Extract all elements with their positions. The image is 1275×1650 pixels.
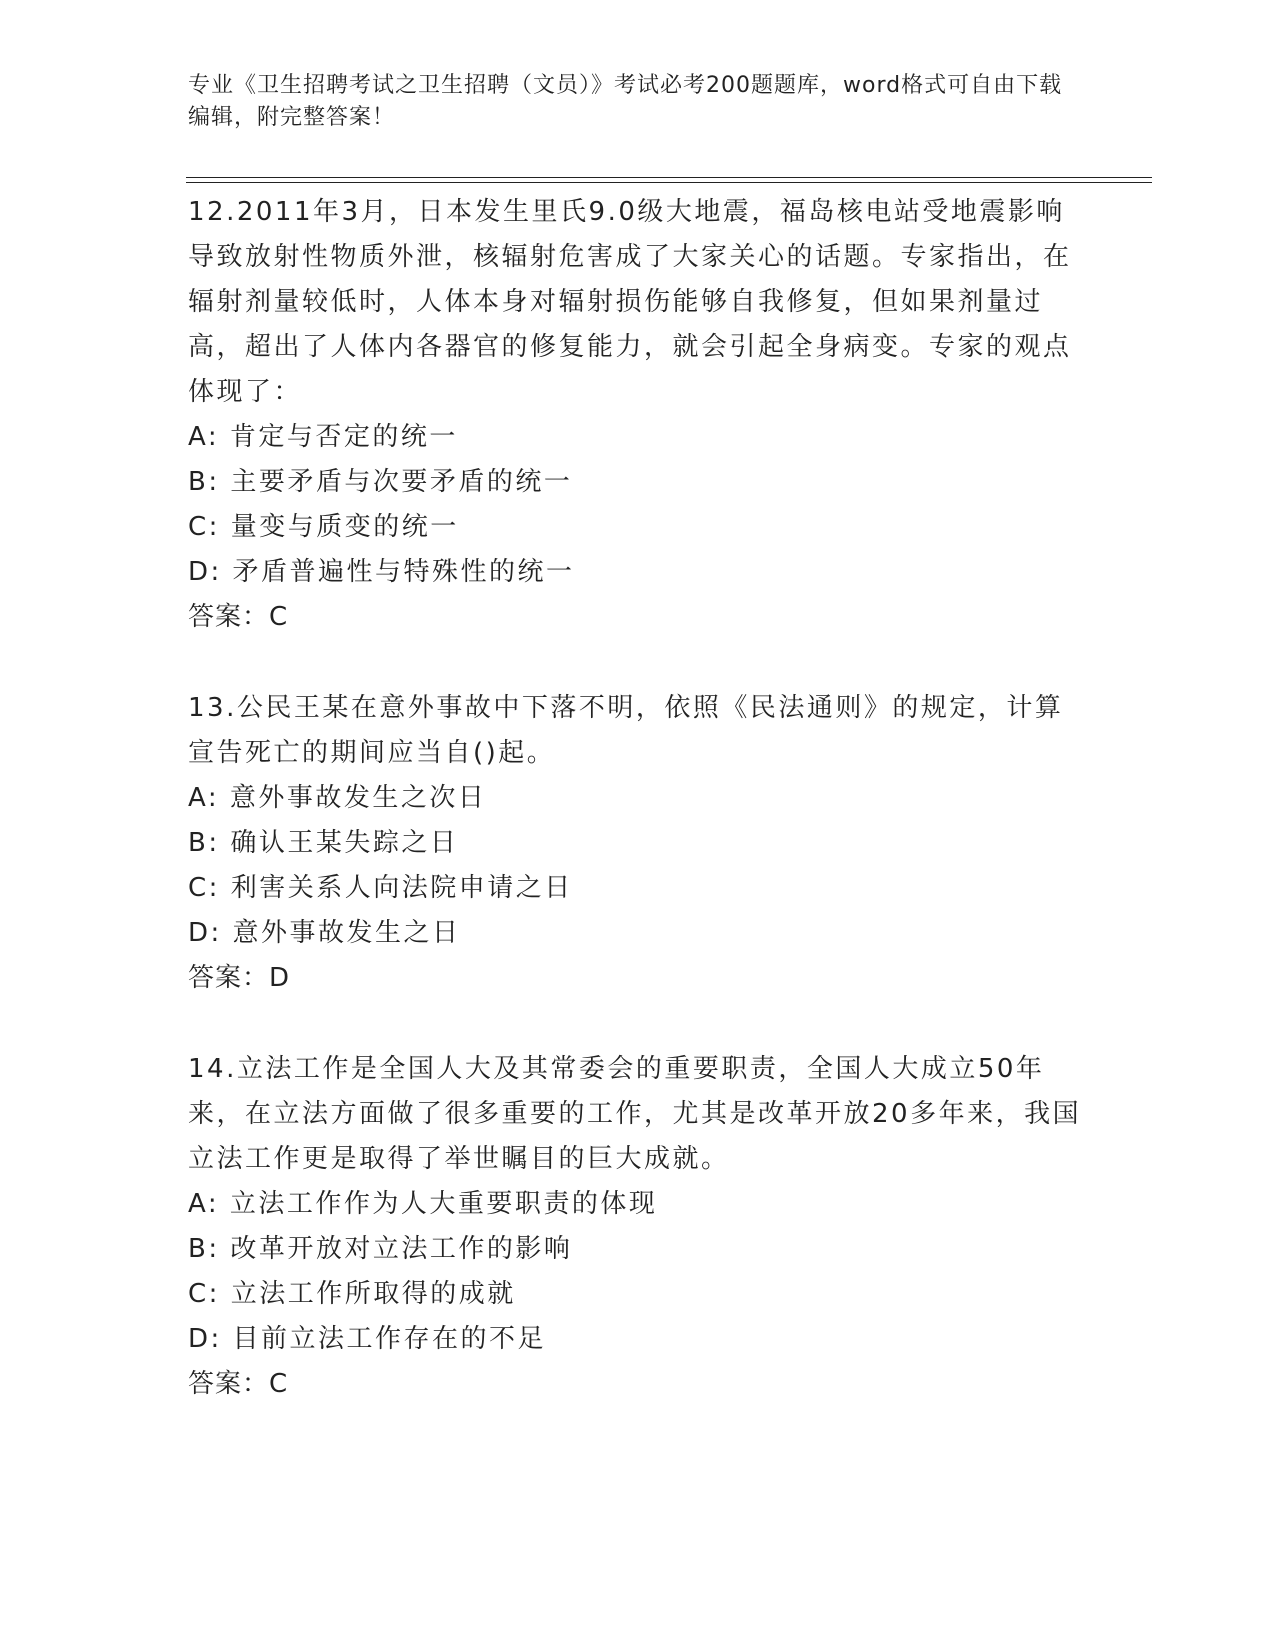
question-list — [188, 190, 1088, 1453]
option-letter: C: — [188, 512, 220, 542]
option-letter: B: — [188, 1234, 220, 1264]
option-text: 改革开放对立法工作的影响 — [230, 1234, 573, 1264]
header-divider-top — [186, 177, 1152, 178]
question-stem: 14.立法工作是全国人大及其常委会的重要职责，全国人大成立50年来，在立法方面做了很多重要的工作，尤其是改革开放20多年来，我国立法工作更是取得了举世瞩目的巨大成就。 — [188, 1054, 1082, 1174]
option-a — [188, 776, 1088, 821]
option-text: 量变与质变的统一 — [230, 512, 459, 542]
option-text: 立法工作所取得的成就 — [230, 1279, 516, 1309]
option-letter: A: — [188, 783, 220, 813]
option-b — [188, 1227, 1088, 1272]
option-text: 主要矛盾与次要矛盾的统一 — [230, 467, 573, 497]
question-14 — [188, 1047, 1088, 1407]
option-text: 意外事故发生之次日 — [229, 783, 487, 813]
option-text: 利害关系人向法院申请之日 — [230, 873, 573, 903]
question-13 — [188, 686, 1088, 1001]
option-a — [188, 1182, 1088, 1227]
option-b — [188, 821, 1088, 866]
option-text: 确认王某失踪之日 — [230, 828, 459, 858]
option-letter: A: — [188, 1189, 220, 1219]
option-letter: D: — [188, 918, 222, 948]
option-text: 立法工作作为人大重要职责的体现 — [229, 1189, 658, 1219]
answer-line: 答案：C — [188, 602, 289, 632]
option-letter: C: — [188, 873, 220, 903]
option-letter: D: — [188, 1324, 222, 1354]
option-text: 目前立法工作存在的不足 — [232, 1324, 547, 1354]
option-c — [188, 866, 1088, 911]
option-letter: B: — [188, 467, 220, 497]
option-c — [188, 505, 1088, 550]
option-letter: C: — [188, 1279, 220, 1309]
question-12 — [188, 190, 1088, 640]
question-stem: 12.2011年3月，日本发生里氏9.0级大地震，福岛核电站受地震影响导致放射性物质外泄，核辐射危害成了大家关心的话题。专家指出，在辐射剂量较低时，人体本身对辐射损伤能够自我修复，但如果剂量过高，超出了人体内各器官的修复能力，就会引起全身病变。专家的观点体现了： — [188, 197, 1072, 407]
option-a — [188, 415, 1088, 460]
option-letter: D: — [188, 557, 222, 587]
option-d — [188, 1317, 1088, 1362]
option-text: 意外事故发生之日 — [232, 918, 461, 948]
option-c — [188, 1272, 1088, 1317]
answer-line: 答案：C — [188, 1369, 289, 1399]
option-d — [188, 550, 1088, 595]
option-letter: B: — [188, 828, 220, 858]
option-b — [188, 460, 1088, 505]
option-text: 肯定与否定的统一 — [229, 422, 458, 452]
option-d — [188, 911, 1088, 956]
option-letter: A: — [188, 422, 220, 452]
header-divider-bottom — [186, 182, 1152, 183]
page-header: 专业《卫生招聘考试之卫生招聘（文员）》考试必考200题题库，word格式可自由下载编辑，附完整答案！ — [188, 73, 1063, 130]
question-stem: 13.公民王某在意外事故中下落不明，依照《民法通则》的规定，计算宣告死亡的期间应当自()起。 — [188, 693, 1064, 768]
option-text: 矛盾普遍性与特殊性的统一 — [232, 557, 575, 587]
answer-line: 答案：D — [188, 963, 291, 993]
